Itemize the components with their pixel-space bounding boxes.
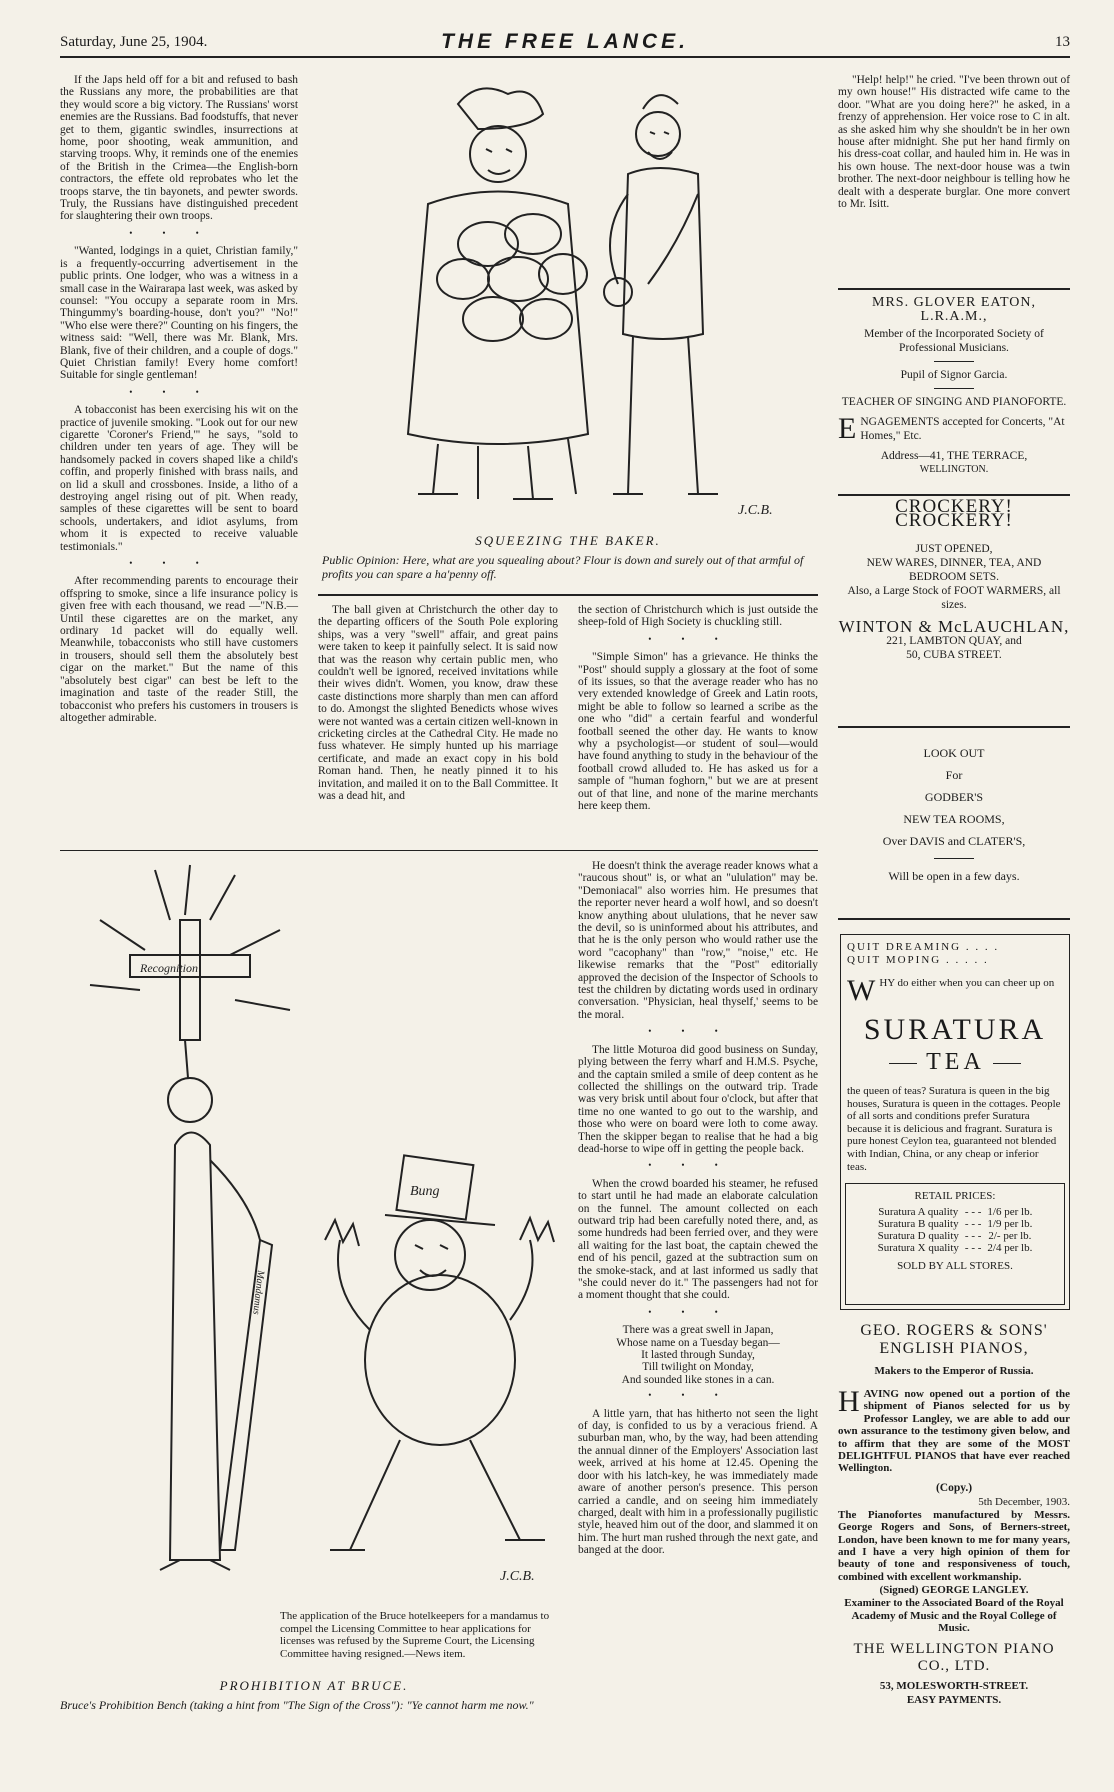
baker-illustration: [318, 74, 818, 524]
ad-line: Will be open in a few days.: [888, 869, 1020, 883]
divider-line: [838, 288, 1070, 290]
ad-letter: The Pianofortes manufactured by Messrs. George Rogers and Sons, of Berners-street, London, have been known to me for many years, and I have a very high opinion of them for beauty of tone and responsiveness of touch, combined with excellent workmanship.: [838, 1508, 1070, 1583]
ad-line: QUIT DREAMING . . . .: [847, 941, 1000, 953]
paragraph: He doesn't think the average reader knows what a "raucous shout" is, or what an "ululation" may be. "Demoniacal" also worries him. He presumes that the reporter never heard a wolf howl, and so doesn't know anything about ululations, that he never saw the devil, so is uninformed about his attributes, and that he is the only person who would rather use the word "cacophany" than "row," "noise," etc. He likewise remarks that the "Post" editorially approved the decision of the Inspector of Schools to test the children by dictating words used in ordinary conversation. "Physician, heal thyself,' seems to be the moral.: [578, 860, 818, 1021]
ad-address: Address—41, THE TERRACE,: [880, 450, 1028, 462]
verse-line: There was a great swell in Japan,: [622, 1324, 774, 1337]
story-ending: "Help! help!" he cried. "I've been thrown out of my own house!" His distracted wife came to the door. "What are you doing here?" he asked, in a frenzy of apprehension. Her voice rose to C in alt. as she asked him why she shouldn't be in her own house after midnight. She put her hand firmly on his dress-coat collar, and hauled him in. He was in his own house. The next-door house was a twin brother. The next-door neighbour is telling how he dealt with a desperate burglar. One more convert to Mr. Isitt.: [838, 74, 1070, 211]
paragraph: A tobacconist has been exercising his wit on the practice of juvenile smoking. "Look out for our new cigarette 'Coroner's Friend,'" he says, "sold to children under ten years of age. They will be handsomely packed in covers shaped like a child's coffin, and properly finished with brass nails, and on lid a skull and crossbones. Inside, a litho of a destroying angel rising out of pit. When ready, samples of these cigarettes will be sent to board schools, undertakers, and idiot asylums, from whom it is expected to receive valuable testimonials.": [60, 404, 298, 553]
small-rule: [934, 388, 974, 389]
paragraph: "Simple Simon" has a grievance. He thinks the "Post" should supply a glossary at the foot of some of its issues, so that the average reader who has no very extended knowledge of Greek and Latin roots, might be able to follow so learned a scribe as the one who "did" a certain fearful and wonderful football seened the other day. He wants to know why a psychologist—or student of soul—would have found anything to study in the behaviour of the football crowd alluded to. He has asked us for a sample of "human foghorn," but we are at present out of that line, and none of the marine merchants here keep them.: [578, 651, 818, 813]
quality: Suratura B quality: [877, 1218, 959, 1230]
drop-cap: E: [838, 412, 857, 445]
table-row: [875, 1242, 1036, 1254]
quit-lines: [847, 941, 999, 967]
right-lower-column: [578, 860, 818, 1561]
ad-company: THE WELLINGTON PIANO CO., LTD.: [853, 1640, 1055, 1674]
section-divider: •••: [648, 1390, 748, 1401]
paragraph: The little Moturoa did good business on Sunday, plying between the ferry wharf and H.M.S. Psyche, and the captain smiled a smile of deep content as he collected the shillings on the outward trip. Trade was very brisk until about four o'clock, but after that time no one wanted to go out to the warship, and those who were on board were loth to come away. Then the skipper began to realise that he had a big dead-horse to wipe off in getting the people back.: [578, 1043, 818, 1155]
price: 1/6 per lb.: [987, 1206, 1033, 1218]
ad-line: QUIT MOPING . . . . .: [847, 954, 989, 966]
brand-name: SURATURA: [863, 1013, 1047, 1046]
ad-glover-eaton: [838, 296, 1070, 477]
verse-line: Whose name on a Tuesday began—: [616, 1336, 780, 1349]
page-header: [60, 30, 1070, 58]
quality: Suratura A quality: [878, 1206, 959, 1218]
cartoon-signature: J.C.B.: [738, 503, 773, 518]
ad-sub: Makers to the Emperor of Russia.: [874, 1365, 1034, 1377]
divider-line: [318, 594, 818, 596]
ad-rogers-pianos: [838, 1322, 1070, 1707]
divider-line: [60, 850, 818, 851]
masthead: THE FREE LANCE.: [441, 30, 689, 53]
ad-line: NEW TEA ROOMS,: [903, 812, 1005, 826]
cartoon-caption: Bruce's Prohibition Bench (taking a hint from "The Sign of the Cross"): "Ye cannot harm me now.": [60, 1698, 534, 1712]
section-divider: •••: [129, 227, 229, 238]
ad-line: NEW WARES, DINNER, TEA, AND BEDROOM SETS.: [866, 557, 1042, 583]
cartoon-squeezing-baker: [318, 74, 818, 581]
ad-headline: GEO. ROGERS & SONS' ENGLISH PIANOS,: [860, 1322, 1048, 1357]
divider-line: [838, 918, 1070, 920]
ad-line: Also, a Large Stock of FOOT WARMERS, all sizes.: [847, 585, 1061, 611]
paragraph: "Wanted, lodgings in a quiet, Christian family," is a frequently-occurring advertisement in the public prints. One lodger, who was a witness in a small case in the Wairarapa last week, was asked by counsel: "You occupy a separate room in Mrs. Thingummy's boarding-house, don't you?" "No!" "Who else were there?" Counting on his fingers, the witness said: "Well, there was Mr. Blank, Mrs. Blank, five of their children, and a couple of dogs." Quiet Christian family! Every home comfort! Suitable for single gentleman!: [60, 245, 298, 382]
ad-body: the queen of teas? Suratura is queen in the big houses, Suratura is queen in the cottages. People of all sorts and conditions prefer Suratura because it is delicious and fragrant. Suratura is pure honest Ceylon tea, guaranteed not blended with Indian, China, or any cheap or inferior teas.: [847, 1085, 1061, 1173]
price-table: [875, 1206, 1036, 1254]
ad-signed: (Signed) GEORGE LANGLEY.: [879, 1584, 1029, 1597]
verse-line: Till twilight on Monday,: [642, 1361, 754, 1374]
cartoon-title: PROHIBITION AT BRUCE.: [219, 1678, 409, 1693]
prices-title: RETAIL PRICES:: [914, 1190, 996, 1202]
ad-line: JUST OPENED,: [915, 543, 993, 555]
ad-line: LOOK OUT: [923, 746, 985, 760]
price: 2/- per lb.: [988, 1230, 1032, 1242]
dots: - - -: [964, 1206, 982, 1218]
ad-firm: WINTON & McLAUCHLAN,: [838, 617, 1070, 636]
paragraph: The ball given at Christchurch the other day to the departing officers of the South Pole exploring ships, was a very "swell" affair, and great pains were taken to keep it painfully select. It is said now that was the reason why certain public men, who couldn't well be ignored, received invitations while their wives didn't. Women, you know, draw these caste distinctions more sharply than men can afford to do. Amongst the slighted Benedicts whose wives were not wanted was a certain citizen well-known in cricketing circles at the Cathedral City. He made no fuss whatever. He simply hunted up his marriage certificate, and made an exact copy in his bold Roman hand. Then, he neatly pinned it to his invitation, and mailed it on to the Ball Committee. It was a dead hit, and: [318, 604, 558, 803]
small-rule: [934, 858, 974, 859]
section-divider: •••: [648, 1026, 748, 1037]
ad-date: 5th December, 1903.: [978, 1495, 1070, 1508]
paragraph: If the Japs held off for a bit and refused to bash the Russians any more, the probabilities are that they would score a big victory. The Russians' worst enemies are the Russians. Bad foodstuffs, that never get to them, gigantic swindles, insurrections at home, poor shooting, weak ammunition, and starving troops. Why, it reminds one of the enemies of the British in the Crimea—the English-born contractors, the effete old reprobates who let the troops starve, the tin bayonets, and pewter swords. Truly, the Russians have distinguished precedent for slaughtering their own troops.: [60, 74, 298, 223]
page-number: 13: [1055, 34, 1070, 50]
ad-headline: CROCKERY! CROCKERY!: [895, 496, 1013, 531]
quality: Suratura X quality: [877, 1242, 959, 1254]
brand-tea: [841, 1049, 1069, 1076]
middle-column-a: [318, 604, 558, 807]
dots: - - -: [964, 1242, 982, 1254]
ad-line: TEACHER OF SINGING AND PIANOFORTE.: [841, 396, 1067, 408]
ad-line: Member of the Incorporated Society of Professional Musicians.: [864, 328, 1044, 354]
paragraph: When the crowd boarded his steamer, he refused to start until he had made an elaborate calculation on the funnel. The amount collected on each outward trip had been carefully noted there, and, as some hundreds had been ferried over, and they were all waiting for the last boat, the captain chewed the end of his pencil, gazed at the subtraction sum on the smoke-stack, and at last informed us sadly that "she could never do it." The passengers had not for a moment thought that she could.: [578, 1177, 818, 1302]
ad-line: Over DAVIS and CLATER'S,: [882, 834, 1026, 848]
drop-cap: W: [847, 974, 876, 1007]
left-column: [60, 74, 298, 728]
ad-line: 221, LAMBTON QUAY, and: [886, 635, 1022, 647]
ad-line: NGAGEMENTS accepted for Concerts, "At Homes," Etc.: [860, 416, 1065, 442]
ad-body: AVING now opened out a portion of the shipment of Pianos selected for us by Professor Langley, we are able to add our own assurance to the testimony given below, and to affirm that they are some of the MOST DELIGHTFUL PIANOS that have ever reached Wellington.: [838, 1388, 1070, 1475]
paragraph: After recommending parents to encourage their offspring to smoke, since a life insurance policy is given free with each thousand, we read —"N.B.—Until these cigarettes are on the market, any ordinary 1d packet will do equally well. Meanwhile, tobacconists who still have customers in trousers, should sell them the absolutely best cigar on the market." But the name of this "absolutely best cigar" can best be left to the imagination and taste of the reader Still, the tobacconist who prefers his customers in trousers is altogether admirable.: [60, 575, 298, 724]
table-row: [875, 1218, 1036, 1230]
cartoon-title: SQUEEZING THE BAKER.: [475, 533, 661, 548]
section-divider: •••: [129, 558, 229, 569]
ad-line: For: [945, 768, 963, 782]
limerick: [578, 1324, 818, 1386]
ad-copy: (Copy.): [935, 1481, 973, 1494]
paragraph: the section of Christchurch which is just outside the sheep-fold of High Society is chuckling still.: [578, 604, 818, 629]
cartoon-prohibition-bruce: [60, 860, 568, 1720]
cartoon-caption: Public Opinion: Here, what are you squealing about? Flour is down and surely out of that armful of profits you can spare a ha'penny off.: [322, 553, 804, 581]
ad-line: HY do either when you can cheer up on: [879, 977, 1055, 989]
ad-suratura: [840, 934, 1070, 1310]
cartoon-signature: J.C.B.: [500, 1569, 535, 1584]
ad-title: Examiner to the Associated Board of the Royal Academy of Music and the Royal College of Music.: [844, 1597, 1064, 1635]
ad-city: WELLINGTON.: [919, 464, 989, 475]
section-divider: •••: [648, 1306, 748, 1317]
ad-line: Pupil of Signor Garcia.: [900, 369, 1008, 381]
prohibition-illustration: [60, 860, 568, 1600]
ad-line: 50, CUBA STREET.: [906, 649, 1002, 661]
quality: Suratura D quality: [877, 1230, 959, 1242]
section-divider: •••: [129, 386, 229, 397]
cross-label: Recognition: [140, 961, 198, 975]
small-rule: [934, 361, 974, 362]
news-item-caption: The application of the Bruce hotelkeepers for a mandamus to compel the Licensing Committee to hear applications for licenses was refused by the Supreme Court, the Licensing Committee having resigned.—News item.: [280, 1610, 550, 1660]
knife-label: Mandamus: [250, 1269, 266, 1316]
dots: - - -: [964, 1230, 982, 1242]
drop-cap: H: [838, 1385, 860, 1418]
paragraph: A little yarn, that has hitherto not seen the light of day, is confided to us by a veracious friend. A suburban man, who, by the way, had been attending the annual dinner of the Employers' Association last week, arrived at his home at 12.45. Opening the door with his latch-key, he was immediately made aware of another person's presence. This person carried a candle, and on seeing him immediately charged, dealt with him in a professionally pugilistic style, heaved him out of the door, and slammed it on him. The hurt man rushed through the next gate, and banged at the door.: [578, 1407, 818, 1557]
verse-line: It lasted through Sunday,: [641, 1349, 755, 1362]
price-box: [845, 1183, 1065, 1305]
divider-line: [838, 726, 1070, 728]
section-divider: •••: [648, 633, 748, 644]
ad-line: GODBER'S: [924, 790, 984, 804]
table-row: [875, 1230, 1036, 1242]
ad-address: 53, MOLESWORTH-STREET.: [879, 1679, 1029, 1692]
price: 2/4 per lb.: [987, 1242, 1033, 1254]
ad-godber: [838, 742, 1070, 887]
ad-crockery: [838, 496, 1070, 662]
hat-label: Bung: [410, 1184, 440, 1199]
ad-payments: EASY PAYMENTS.: [906, 1693, 1002, 1706]
middle-column-b: [578, 604, 818, 817]
verse-line: And sounded like stones in a can.: [621, 1373, 775, 1386]
tea-label: TEA: [926, 1049, 984, 1075]
section-divider: •••: [648, 1160, 748, 1171]
ad-name: MRS. GLOVER EATON, L.R.A.M.,: [872, 295, 1036, 324]
issue-date: Saturday, June 25, 1904.: [60, 34, 208, 50]
dots: - - -: [964, 1218, 982, 1230]
price: 1/9 per lb.: [987, 1218, 1033, 1230]
table-row: [875, 1206, 1036, 1218]
sold-line: SOLD BY ALL STORES.: [897, 1260, 1013, 1272]
